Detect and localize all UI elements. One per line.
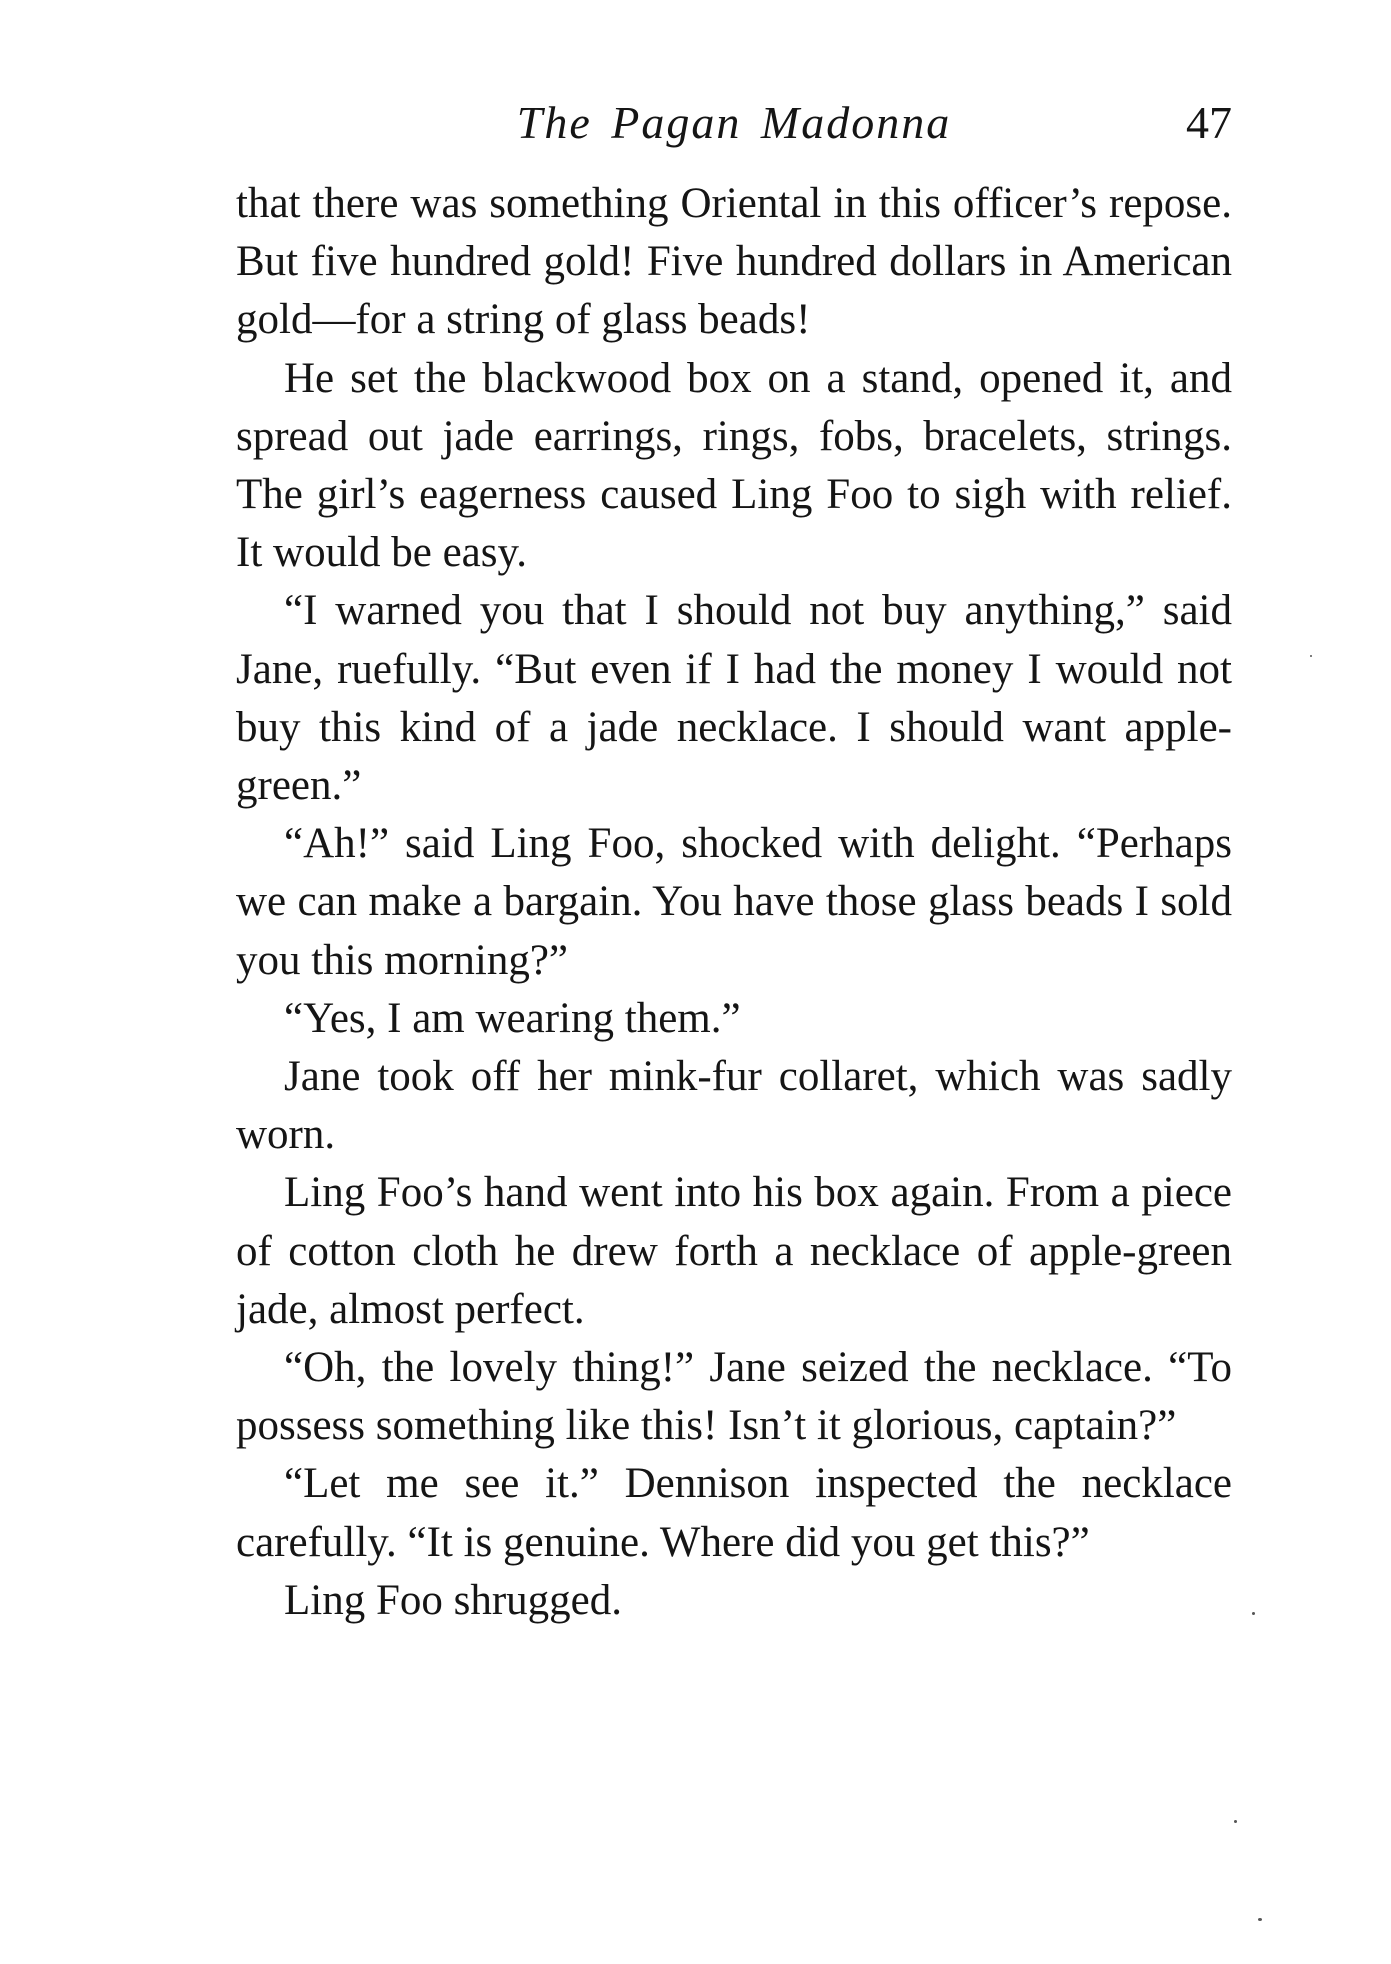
paragraph: “Yes, I am wearing them.” [284,994,741,1042]
running-title: The Pagan Madonna [516,97,952,148]
paragraph: He set the blackwood box on a stand, opened it, and spread out jade earrings, rings, fobs, bracelets, strings. The girl’s eagerness caused Ling Foo to sigh with relief. It would be easy. [236,354,1232,577]
paragraph: Jane took off her mink-fur collaret, which was sadly worn. [236,1053,1232,1159]
paragraph: “Ah!” said Ling Foo, shocked with delight. “Perhaps we can make a bargain. You have those glass beads I sold you this morning?” [236,820,1232,984]
paragraph: “Let me see it.” Dennison inspected the necklace carefully. “It is genuine. Where did you get this?” [236,1460,1232,1566]
scan-speck [1252,1612,1255,1615]
scan-speck [1234,1820,1237,1823]
scan-speck [1258,1918,1262,1921]
body-text [236,175,1232,1630]
scan-speck [1310,655,1312,657]
paragraph: that there was something Oriental in this officer’s repose. But five hundred gold! Five hundred dollars in American gold—for a string of glass beads! [236,180,1232,344]
paragraph: Ling Foo shrugged. [284,1576,623,1624]
page-number: 47 [1186,97,1232,148]
paragraph: “I warned you that I should not buy anything,” said Jane, ruefully. “But even if I had the money I would not buy this kind of a jade necklace. I should want apple-green.” [236,587,1232,810]
running-head [236,88,1232,158]
paragraph: “Oh, the lovely thing!” Jane seized the necklace. “To possess something like this! Isn’t it glorious, captain?” [236,1344,1232,1450]
paragraph: Ling Foo’s hand went into his box again. From a piece of cotton cloth he drew forth a necklace of apple-green jade, almost perfect. [236,1169,1232,1333]
